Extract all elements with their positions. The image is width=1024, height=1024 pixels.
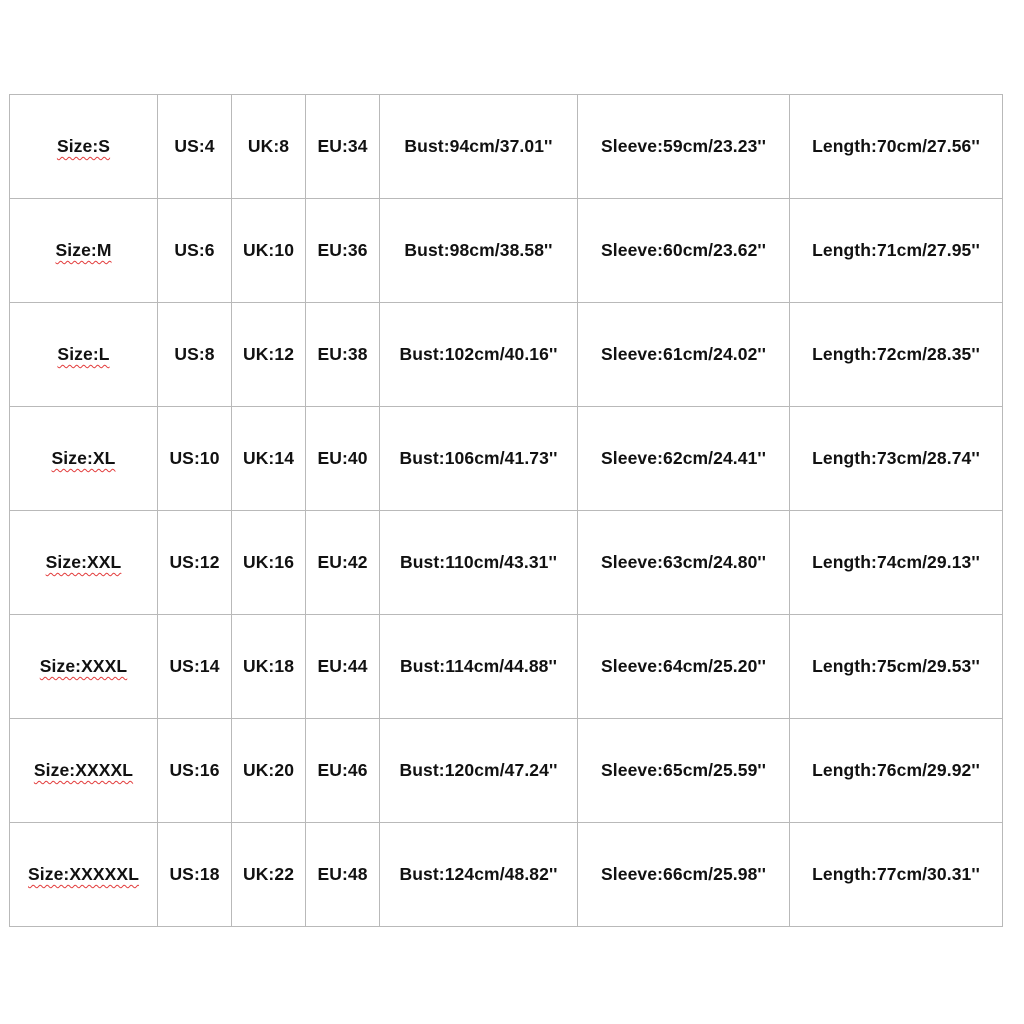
- size-chart-table: [9, 94, 1003, 927]
- sleeve-cell: Sleeve:60cm/23.62'': [578, 199, 790, 303]
- table-row: [10, 303, 1003, 407]
- sleeve-cell: Sleeve:66cm/25.98'': [578, 823, 790, 927]
- us-size-cell: US:10: [158, 407, 232, 511]
- eu-size-cell: EU:48: [306, 823, 380, 927]
- table-row: [10, 719, 1003, 823]
- bust-cell: Bust:98cm/38.58'': [380, 199, 578, 303]
- eu-size-cell: EU:42: [306, 511, 380, 615]
- sleeve-cell: Sleeve:59cm/23.23'': [578, 95, 790, 199]
- sleeve-cell: Sleeve:61cm/24.02'': [578, 303, 790, 407]
- table-row: [10, 823, 1003, 927]
- size-cell: [10, 719, 158, 823]
- sleeve-cell: Sleeve:63cm/24.80'': [578, 511, 790, 615]
- sleeve-cell: Sleeve:62cm/24.41'': [578, 407, 790, 511]
- table-row: [10, 615, 1003, 719]
- size-label: Size:XXXXL: [33, 760, 134, 780]
- table-row: [10, 95, 1003, 199]
- size-label: Size:M: [55, 240, 112, 260]
- uk-size-cell: UK:18: [232, 615, 306, 719]
- length-cell: Length:72cm/28.35'': [790, 303, 1003, 407]
- eu-size-cell: EU:38: [306, 303, 380, 407]
- size-cell: [10, 823, 158, 927]
- size-label: Size:S: [56, 136, 111, 156]
- us-size-cell: US:14: [158, 615, 232, 719]
- eu-size-cell: EU:46: [306, 719, 380, 823]
- us-size-cell: US:18: [158, 823, 232, 927]
- uk-size-cell: UK:14: [232, 407, 306, 511]
- size-label: Size:L: [57, 344, 110, 364]
- eu-size-cell: EU:44: [306, 615, 380, 719]
- uk-size-cell: UK:10: [232, 199, 306, 303]
- uk-size-cell: UK:20: [232, 719, 306, 823]
- uk-size-cell: UK:22: [232, 823, 306, 927]
- eu-size-cell: EU:34: [306, 95, 380, 199]
- eu-size-cell: EU:40: [306, 407, 380, 511]
- us-size-cell: US:12: [158, 511, 232, 615]
- uk-size-cell: UK:16: [232, 511, 306, 615]
- sleeve-cell: Sleeve:64cm/25.20'': [578, 615, 790, 719]
- length-cell: Length:75cm/29.53'': [790, 615, 1003, 719]
- length-cell: Length:73cm/28.74'': [790, 407, 1003, 511]
- table-row: [10, 407, 1003, 511]
- uk-size-cell: UK:12: [232, 303, 306, 407]
- eu-size-cell: EU:36: [306, 199, 380, 303]
- size-label: Size:XXXXXL: [28, 864, 139, 884]
- us-size-cell: US:6: [158, 199, 232, 303]
- bust-cell: Bust:124cm/48.82'': [380, 823, 578, 927]
- size-label: Size:XXL: [45, 552, 122, 572]
- size-cell: [10, 199, 158, 303]
- size-cell: [10, 511, 158, 615]
- us-size-cell: US:4: [158, 95, 232, 199]
- size-label: Size:XXXL: [39, 656, 128, 676]
- length-cell: Length:74cm/29.13'': [790, 511, 1003, 615]
- size-label: Size:XL: [51, 448, 116, 468]
- bust-cell: Bust:114cm/44.88'': [380, 615, 578, 719]
- length-cell: Length:70cm/27.56'': [790, 95, 1003, 199]
- uk-size-cell: UK:8: [232, 95, 306, 199]
- us-size-cell: US:8: [158, 303, 232, 407]
- bust-cell: Bust:110cm/43.31'': [380, 511, 578, 615]
- size-cell: [10, 615, 158, 719]
- length-cell: Length:71cm/27.95'': [790, 199, 1003, 303]
- size-cell: [10, 407, 158, 511]
- bust-cell: Bust:94cm/37.01'': [380, 95, 578, 199]
- sleeve-cell: Sleeve:65cm/25.59'': [578, 719, 790, 823]
- table-row: [10, 511, 1003, 615]
- length-cell: Length:76cm/29.92'': [790, 719, 1003, 823]
- length-cell: Length:77cm/30.31'': [790, 823, 1003, 927]
- us-size-cell: US:16: [158, 719, 232, 823]
- size-cell: [10, 303, 158, 407]
- bust-cell: Bust:102cm/40.16'': [380, 303, 578, 407]
- bust-cell: Bust:106cm/41.73'': [380, 407, 578, 511]
- size-cell: [10, 95, 158, 199]
- table-row: [10, 199, 1003, 303]
- bust-cell: Bust:120cm/47.24'': [380, 719, 578, 823]
